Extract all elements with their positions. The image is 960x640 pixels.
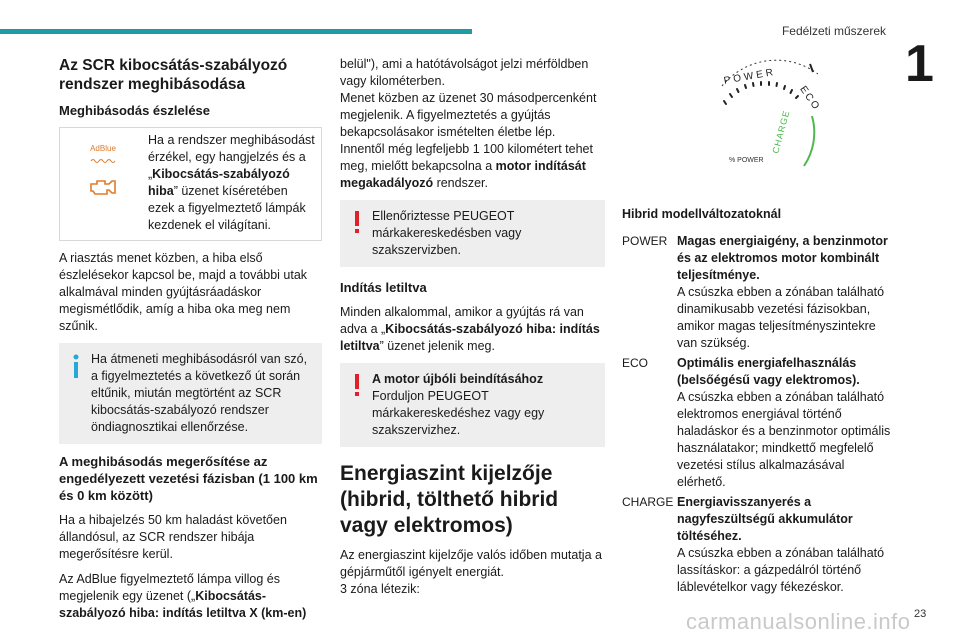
mode-description: Optimális energiafelhasználás (belsőégésű vagy elektromos). A csúszka ebben a zónában található elektromos energiával történő haladáskor és a benzinmotor optimális használatakor; mindkettő megfelelő vezetési stílus alkalmazásával elérhető. bbox=[677, 356, 891, 489]
column-3 bbox=[622, 56, 892, 599]
warning-icon bbox=[348, 208, 370, 238]
dealer-warning-box bbox=[340, 200, 605, 267]
restart-warning-text: Forduljon PEUGEOT márkakereskedéshez vagy egy szakszervizhez. bbox=[372, 389, 545, 437]
mode-power bbox=[622, 233, 892, 352]
page-number: 23 bbox=[914, 608, 927, 620]
adblue-icon: AdBlue bbox=[90, 144, 116, 153]
start-blocked-heading: Indítás letiltva bbox=[340, 280, 427, 295]
engine-fault-icon bbox=[89, 176, 117, 198]
dealer-warning-text: Ellenőriztesse PEUGEOT márkakereskedésben vagy szakszervizben. bbox=[372, 209, 522, 257]
restart-warning-box bbox=[340, 363, 605, 447]
energy-indicator-paragraph: Az energiaszint kijelzője valós időben mutatja a gépjárműtől igényelt energiát. bbox=[340, 548, 602, 579]
mode-description: Magas energiaigény, a benzinmotor és az elektromos motor kombinált teljesítménye. A csúszka ebben a zónában található dinamikusabb vezetési fázisokban, amikor magas teljesítményszintekre van szükség. bbox=[677, 234, 888, 350]
gauge-eco-label: ECO bbox=[797, 84, 823, 114]
fault-confirm-heading: A meghibásodás megerősítése az engedélyezett vezetési fázisban (1 100 km és 0 km között) bbox=[59, 454, 318, 503]
restart-warning-bold: A motor újbóli beindításához bbox=[372, 372, 544, 386]
watermark: carmanualsonline.info bbox=[686, 609, 911, 634]
zones-paragraph: 3 zóna létezik: bbox=[340, 582, 420, 596]
mode-charge bbox=[622, 494, 892, 596]
info-icon bbox=[67, 351, 89, 381]
mode-key: CHARGE bbox=[622, 495, 674, 509]
mode-eco bbox=[622, 355, 892, 491]
adblue-wave-icon bbox=[90, 158, 116, 164]
alert-repeat-paragraph: A riasztás menet közben, a hiba első észlelésekor kapcsol be, majd a további utak alkalmával minden gyújtásráadáskor megismétlődik, amíg a hiba oka meg nem szűnik. bbox=[59, 251, 308, 333]
info-note-text: Ha átmeneti meghibásodásról van szó, a figyelmeztetés a következő út során eltűnik, miután megtörtént az SCR kibocsátás-szabályozó rendszer öndiagnosztikai ellenőrzése. bbox=[91, 352, 308, 434]
column-1 bbox=[59, 56, 322, 630]
distance-left-paragraph: Innentől még legfeljebb 1 100 kilométert tehet meg, mielőtt bekapcsolna a motor indítását megakadályozó rendszer. bbox=[340, 142, 593, 190]
header-accent-bar bbox=[0, 29, 472, 34]
fault-detection-heading: Meghibásodás észlelése bbox=[59, 103, 211, 118]
mode-key: ECO bbox=[622, 356, 649, 370]
fault-confirm-paragraph: Ha a hibajelzés 50 km haladást követően állandósul, az SCR rendszer hibája megerősítésre kerül. bbox=[59, 513, 287, 561]
gauge-power-label: POWER bbox=[722, 66, 777, 87]
warning-lamps-text: Ha a rendszer meghibásodást érzékel, egy hangjelzés és a „Kibocsátás-szabályozó hiba” üzenet kíséretében ezek a figyelmeztető lámpák kezdenek el világítani. bbox=[148, 133, 315, 232]
start-blocked-paragraph: Minden alkalommal, amikor a gyújtás rá van adva a „Kibocsátás-szabályozó hiba: indítás letiltva” üzenet jelenik meg. bbox=[340, 305, 600, 353]
warning-lamp-icons bbox=[60, 128, 146, 240]
mode-key: POWER bbox=[622, 234, 668, 248]
range-paragraph: belül"), ami a hatótávolságot jelzi mérföldben vagy kilométerben. bbox=[340, 57, 589, 88]
section-header-title: Fedélzeti műszerek bbox=[781, 24, 886, 38]
info-note-box bbox=[59, 343, 322, 444]
chapter-number: 1 bbox=[905, 35, 934, 93]
message-repeat-paragraph: Menet közben az üzenet 30 másodpercenként megjelenik. A figyelmeztetés a gyújtás bekapcsolásakor ismételten életbe lép. bbox=[340, 91, 597, 139]
gauge-percent-power-label: % POWER bbox=[729, 157, 764, 164]
warning-icon bbox=[348, 371, 370, 401]
column-2 bbox=[340, 56, 605, 606]
mode-description: Energiavisszanyerés a nagyfeszültségű akkumulátor töltéséhez. A csúszka ebben a zónában található lassításkor: a gázpedálról történő láblevételkor vagy fékezéskor. bbox=[677, 495, 885, 594]
warning-lamps-box bbox=[59, 127, 322, 241]
energy-indicator-heading: Energiaszint kijelzője (hibrid, tölthető hibrid vagy elektromos) bbox=[340, 462, 559, 537]
adblue-flash-paragraph: Az AdBlue figyelmeztető lámpa villog és megjelenik egy üzenet („Kibocsátás-szabályozó hiba: indítás letiltva X (km-en) bbox=[59, 572, 307, 620]
gauge-charge-label: CHARGE bbox=[770, 108, 792, 155]
hybrid-versions-heading: Hibrid modellváltozatoknál bbox=[622, 207, 782, 221]
scr-fault-heading: Az SCR kibocsátás-szabályozó rendszer meghibásodása bbox=[59, 57, 288, 93]
